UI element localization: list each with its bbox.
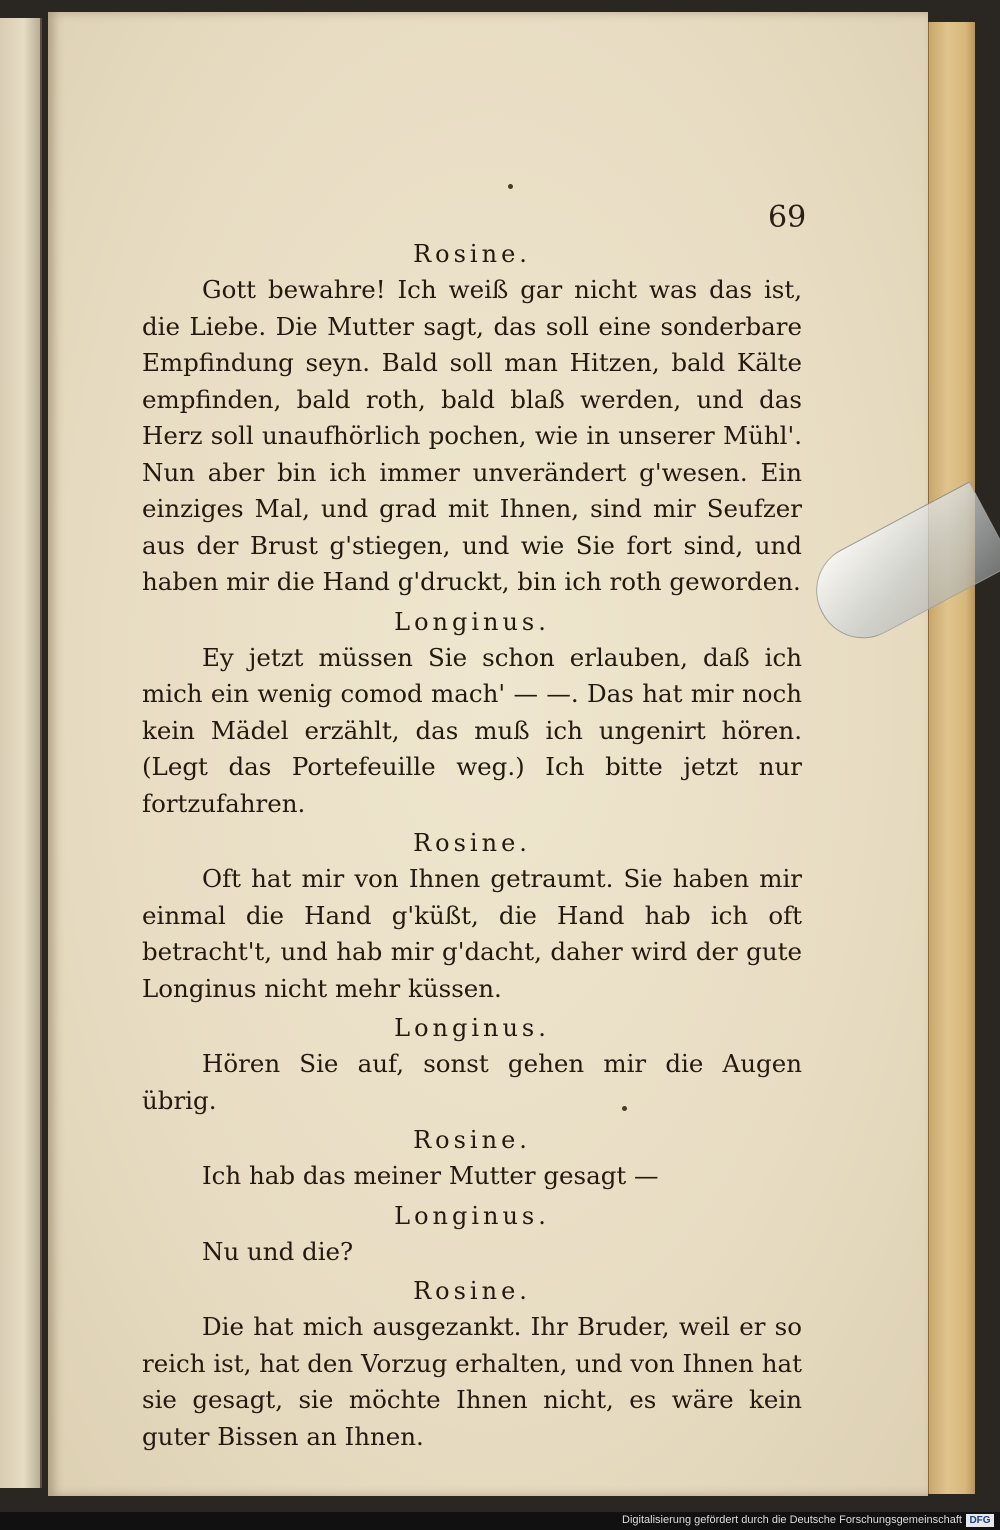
speaker-heading: Longinus. [394, 1201, 550, 1230]
speaker-heading: Rosine. [413, 1277, 531, 1305]
dialogue-paragraph: Hören Sie auf, sonst gehen mir die Augen übrig. [142, 1049, 802, 1115]
ink-speck [508, 184, 513, 189]
speaker-heading: Longinus. [394, 1014, 550, 1042]
speaker-heading: Rosine. [413, 240, 531, 268]
page-stack-edge [928, 22, 975, 1494]
footer-bar [0, 1512, 1000, 1530]
speaker-heading: Longinus. [394, 607, 550, 636]
footer-credit: Digitalisierung gefördert durch die Deutsche Forschungsgemeinschaft [622, 1514, 962, 1526]
left-page-edge [0, 18, 42, 1488]
dfg-logo: DFG [966, 1514, 994, 1527]
speaker-heading: Rosine. [413, 1126, 531, 1154]
page-number: 69 [768, 200, 807, 235]
dialogue-paragraph: Ey jetzt müssen Sie schon erlauben, daß ich mich ein wenig comod mach' — —. Das hat mir noch kein Mädel erzählt, das muß ich ungenirt hören. (Legt das Portefeuille weg.) Ich bitte jetzt nur fortzufahren. [142, 642, 802, 818]
dialogue-paragraph: Die hat mich ausgezankt. Ihr Bruder, weil er so reich ist, hat den Vorzug erhalten, und von Ihnen hat sie gesagt, sie möchte Ihnen nicht, es wäre kein guter Bissen an Ihnen. [142, 1312, 802, 1451]
dialogue-paragraph: Gott bewahre! Ich weiß gar nicht was das ist, die Liebe. Die Mutter sagt, das soll eine sonderbare Empfindung seyn. Bald soll man Hitzen, bald Kälte empfinden, bald roth, bald blaß werden, und das Herz soll unaufhörlich pochen, wie in unserer Mühl'. Nun aber bin ich immer unverändert g'wesen. Ein einziges Mal, und grad mit Ihnen, sind mir Seufzer aus der Brust g'stiegen, und wie Sie fort sind, und haben mir die Hand g'druckt, bin ich roth geworden. [142, 275, 802, 596]
dialogue-paragraph: Ich hab das meiner Mutter gesagt — [202, 1161, 659, 1190]
dialogue-paragraph: Oft hat mir von Ihnen getraumt. Sie haben mir einmal die Hand g'küßt, die Hand hab ich oft betracht't, und hab mir g'dacht, daher wird der gute Longinus nicht mehr küssen. [142, 864, 802, 1003]
page-text [142, 236, 802, 1458]
speaker-heading: Rosine. [413, 829, 531, 857]
dialogue-paragraph: Nu und die? [202, 1236, 354, 1266]
